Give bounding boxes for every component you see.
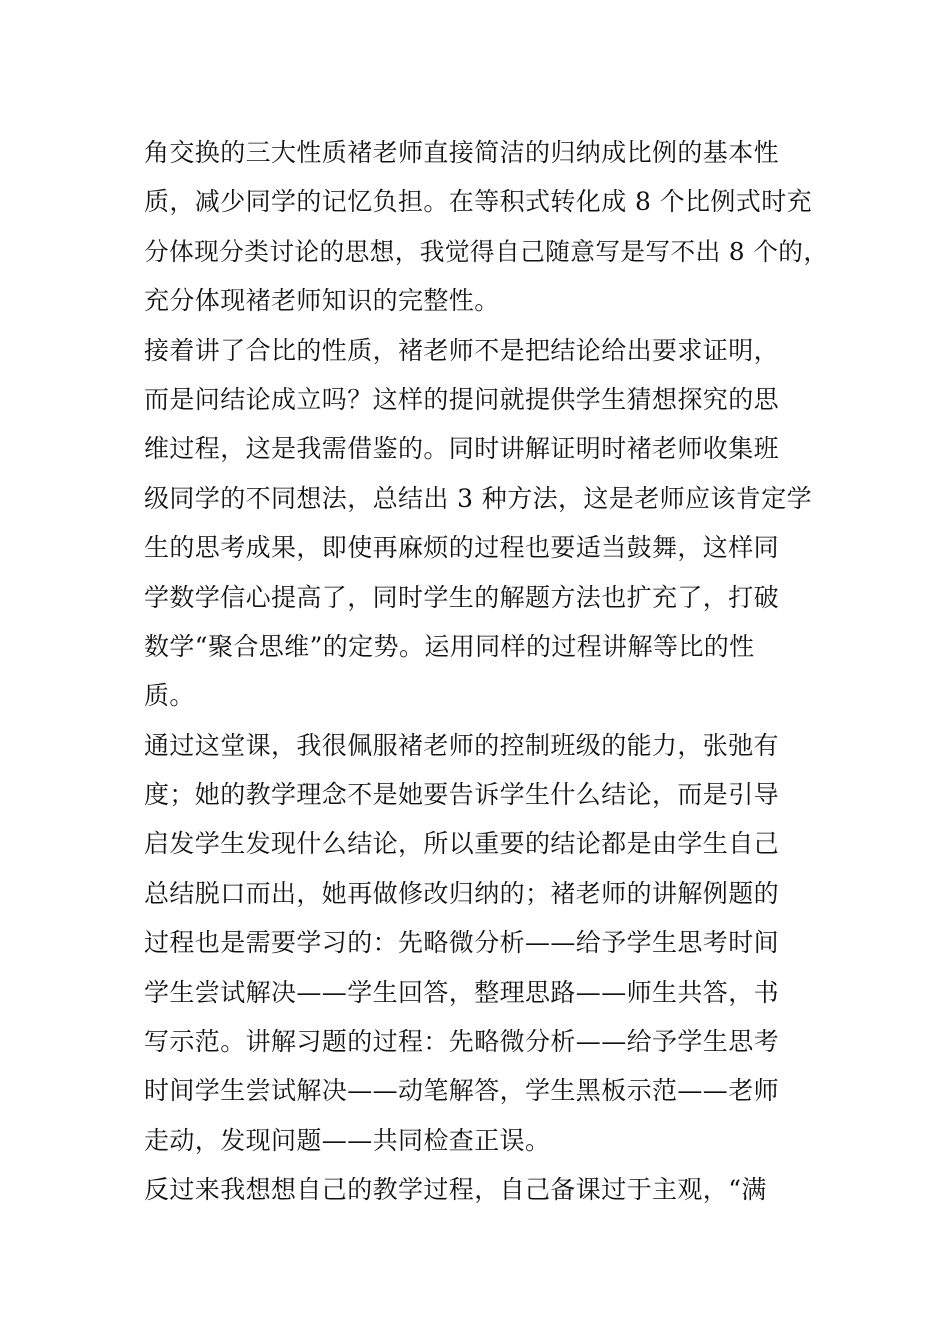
text-line: 度；她的教学理念不是她要告诉学生什么结论，而是引导 <box>144 780 780 810</box>
paragraph-4 <box>144 1165 824 1214</box>
text-line: 时间学生尝试解决——动笔解答，学生黑板示范——老师 <box>144 1076 780 1106</box>
text-line: 写示范。讲解习题的过程：先略微分析——给予学生思考 <box>144 1027 780 1057</box>
text-line: 而是问结论成立吗？这样的提问就提供学生猜想探究的思 <box>144 384 780 414</box>
document-body <box>144 128 829 1215</box>
text-line: 学生尝试解决——学生回答，整理思路——师生共答，书 <box>144 977 780 1007</box>
text-line: 级同学的不同想法，总结出 3 种方法，这是老师应该肯定学 <box>144 483 813 513</box>
paragraph-2 <box>144 326 824 721</box>
text-line: 角交换的三大性质褚老师直接简洁的归纳成比例的基本性 <box>144 138 780 167</box>
text-line: 生的思考成果，即使再麻烦的过程也要适当鼓舞，这样同 <box>144 533 780 563</box>
text-line: 充分体现褚老师知识的完整性。 <box>144 286 500 316</box>
paragraph-3 <box>144 721 824 1166</box>
text-line: 过程也是需要学习的：先略微分析——给予学生思考时间 <box>144 928 780 958</box>
text-line: 走动，发现问题——共同检查正误。 <box>144 1125 551 1155</box>
text-line: 质，减少同学的记忆负担。在等积式转化成 8 个比例式时充 <box>144 187 813 217</box>
text-line: 维过程，这是我需借鉴的。同时讲解证明时褚老师收集班 <box>144 434 780 464</box>
text-line: 质。 <box>144 681 195 711</box>
text-line: 反过来我想想自己的教学过程，自己备课过于主观，“满 <box>144 1175 767 1205</box>
text-line: 总结脱口而出，她再做修改归纳的；褚老师的讲解例题的 <box>144 878 780 908</box>
text-line: 启发学生发现什么结论，所以重要的结论都是由学生自己 <box>144 829 780 859</box>
text-line: 数学“聚合思维”的定势。运用同样的过程讲解等比的性 <box>144 631 755 661</box>
paragraph-1 <box>144 128 829 326</box>
text-line: 接着讲了合比的性质，褚老师不是把结论给出要求证明， <box>144 335 780 365</box>
text-line: 分体现分类讨论的思想，我觉得自己随意写是写不出 8 个的， <box>144 236 829 266</box>
text-line: 学数学信心提高了，同时学生的解题方法也扩充了，打破 <box>144 582 780 612</box>
text-line: 通过这堂课，我很佩服褚老师的控制班级的能力，张弛有 <box>144 730 780 760</box>
